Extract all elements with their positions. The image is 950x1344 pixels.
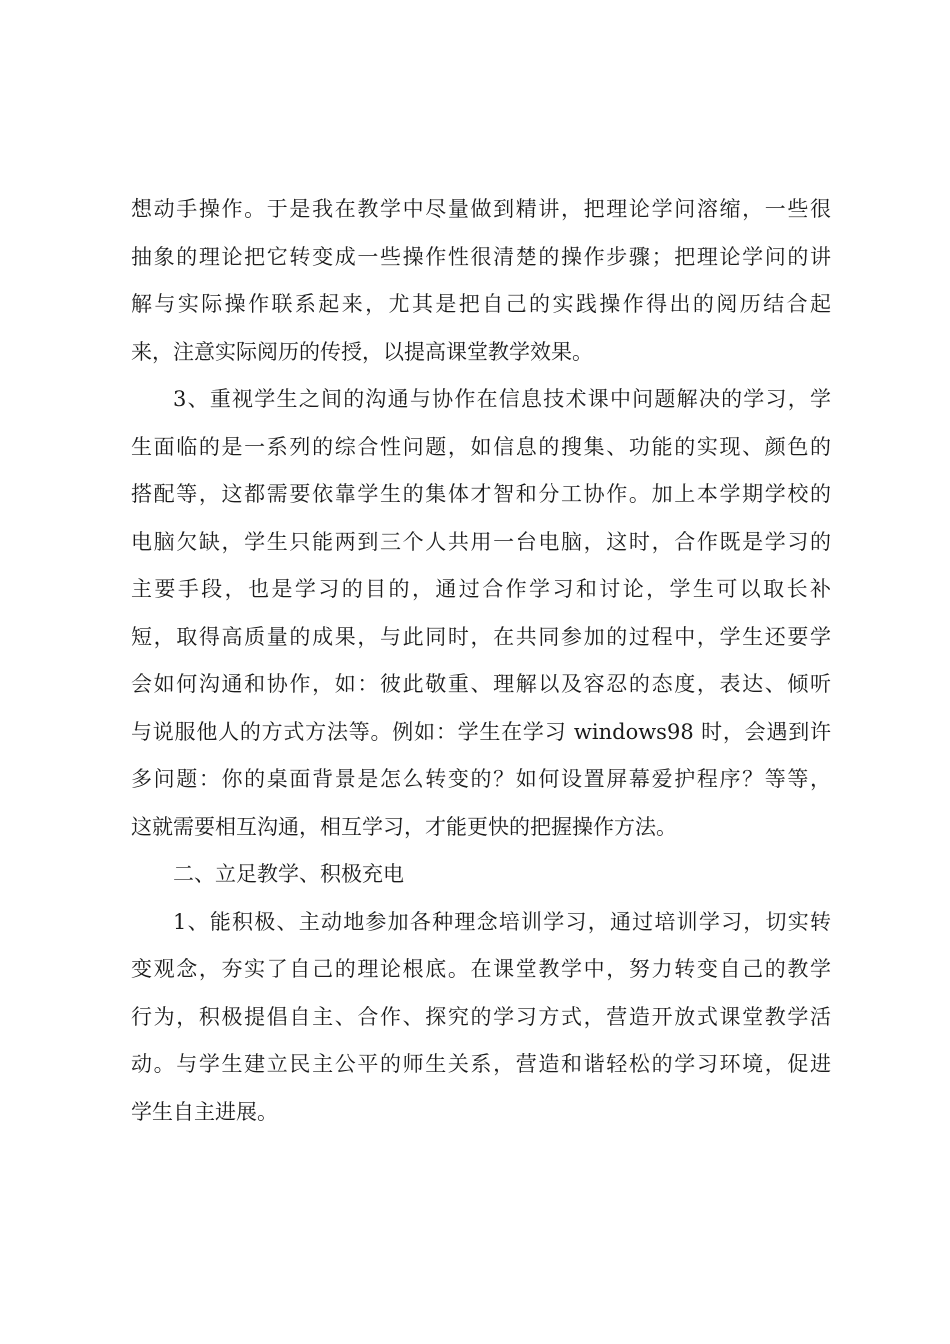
- text-line-16: 1、能积极、主动地参加各种理念培训学习，通过培训学习，切实转: [173, 909, 831, 934]
- text-line-7: 搭配等，这都需要依靠学生的集体才智和分工协作。加上本学期学校的: [131, 482, 831, 506]
- text-line-8: 电脑欠缺，学生只能两到三个人共用一台电脑，这时，合作既是学习的: [131, 529, 831, 554]
- text-line-9: 主要手段，也是学习的目的，通过合作学习和讨论，学生可以取长补: [131, 577, 831, 601]
- section-heading: 二、立足教学、积极充电: [173, 862, 404, 886]
- text-line-20: 学生自主进展。: [131, 1099, 278, 1124]
- document-body: [131, 186, 831, 1136]
- text-line-12: 与说服他人的方式方法等。例如：学生在学习 windows98 时，会遇到许: [131, 719, 831, 744]
- text-line-3: 解与实际操作联系起来，尤其是把自己的实践操作得出的阅历结合起: [131, 292, 831, 316]
- text-line-6: 生面临的是一系列的综合性问题，如信息的搜集、功能的实现、颜色的: [131, 434, 831, 459]
- text-line-17: 变观念，夯实了自己的理论根底。在课堂教学中，努力转变自己的教学: [131, 957, 831, 981]
- text-line-4: 来，注意实际阅历的传授，以提高课堂教学效果。: [131, 339, 593, 364]
- text-line-5: 3、重视学生之间的沟通与协作在信息技术课中问题解决的学习，学: [173, 387, 831, 411]
- text-line-10: 短，取得高质量的成果，与此同时，在共同参加的过程中，学生还要学: [131, 624, 831, 649]
- text-line-2: 抽象的理论把它转变成一些操作性很清楚的操作步骤；把理论学问的讲: [131, 244, 831, 269]
- text-line-18: 行为，积极提倡自主、合作、探究的学习方式，营造开放式课堂教学活: [131, 1004, 831, 1029]
- text-line-19: 动。与学生建立民主公平的师生关系，营造和谐轻松的学习环境，促进: [131, 1052, 831, 1076]
- text-line-11: 会如何沟通和协作，如：彼此敬重、理解以及容忍的态度，表达、倾听: [131, 672, 831, 696]
- text-line-13: 多问题：你的桌面背景是怎么转变的？如何设置屏幕爱护程序？等等，: [131, 767, 831, 791]
- text-line-14: 这就需要相互沟通，相互学习，才能更快的把握操作方法。: [131, 814, 677, 839]
- text-line-1: 想动手操作。于是我在教学中尽量做到精讲，把理论学问溶缩，一些很: [131, 197, 831, 221]
